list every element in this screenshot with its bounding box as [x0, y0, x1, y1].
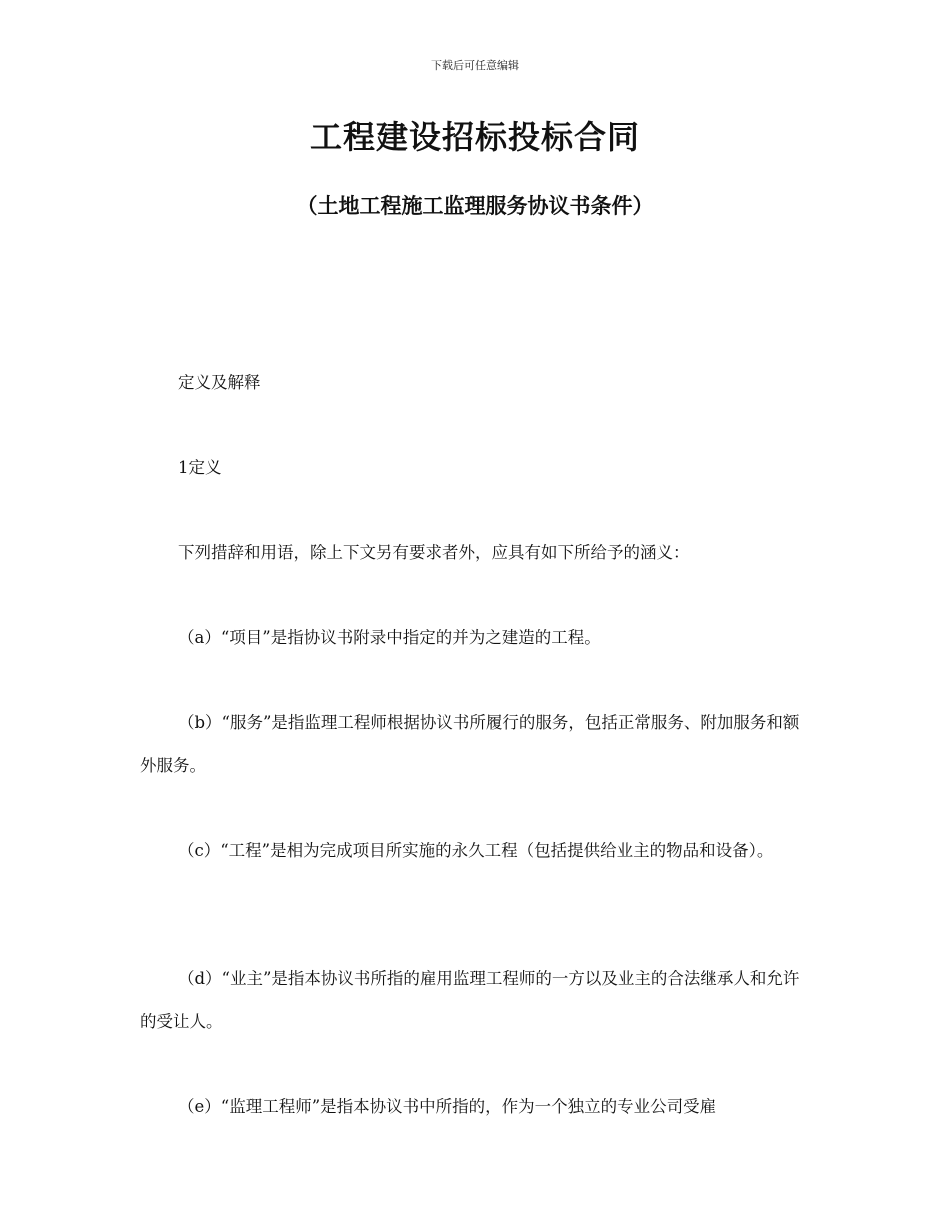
definition-item-e: （e）“监理工程师”是指本协议书中所指的，作为一个独立的专业公司受雇	[178, 1097, 717, 1116]
definition-item-c: （c）“工程”是相为完成项目所实施的永久工程（包括提供给业主的物品和设备）。	[178, 841, 774, 860]
document-title: 工程建设招标投标合同	[309, 118, 640, 156]
clause-heading: 1定义	[178, 458, 222, 477]
header-note: 下载后可任意编辑	[431, 59, 519, 72]
definition-item-a: （a）“项目”是指协议书附录中指定的并为之建造的工程。	[178, 628, 601, 647]
definition-item-b: （b）“服务”是指监理工程师根据协议书所履行的服务，包括正常服务、附加服务和额外服务。	[140, 713, 800, 775]
definition-item-d: （d）“业主”是指本协议书所指的雇用监理工程师的一方以及业主的合法继承人和允许的受让人。	[140, 969, 800, 1031]
document-subtitle: （土地工程施工监理服务协议书条件）	[296, 193, 654, 218]
section-heading: 定义及解释	[178, 373, 261, 392]
intro-paragraph: 下列措辞和用语，除上下文另有要求者外，应具有如下所给予的涵义：	[178, 543, 690, 562]
